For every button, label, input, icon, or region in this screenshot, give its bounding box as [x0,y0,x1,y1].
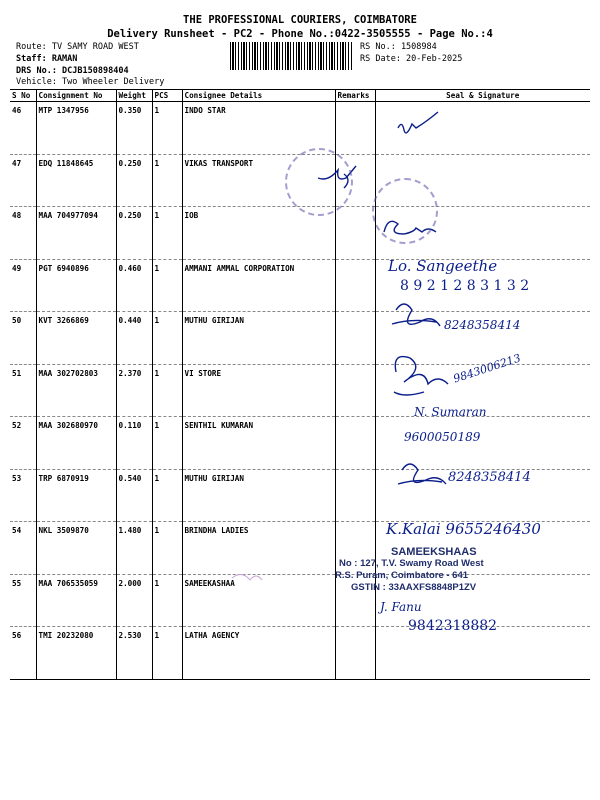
cell-weight: 2.370 [116,364,152,417]
handwritten-phone-row-51: 9843006213 [451,351,523,386]
col-sno: S No [10,90,36,102]
cell-weight: 0.350 [116,102,152,155]
cell-consignment: MAA 302702803 [36,364,116,417]
drs-number: DRS No.: DCJB150898404 [16,66,129,76]
stamp-address-line-2: R.S. Puram, Coimbatore - 641 [335,570,469,581]
handwritten-name-row-56: J. Fanu [380,600,422,614]
cell-weight: 2.000 [116,574,152,627]
cell-consignment: NKL 3509870 [36,522,116,575]
cell-sno: 47 [10,154,36,207]
cell-weight: 0.250 [116,154,152,207]
cell-weight: 0.250 [116,207,152,260]
cell-pcs: 1 [152,574,182,627]
page-subtitle: Delivery Runsheet - PC2 - Phone No.:0422-3505555 - Page No.:4 [107,28,493,40]
cell-pcs: 1 [152,364,182,417]
round-seal-row-48 [372,178,438,244]
cell-consignee: MUTHU GIRIJAN [182,469,335,522]
handwritten-phone-row-52: 9600050189 [404,430,481,444]
cell-consignee: BRINDHA LADIES [182,522,335,575]
col-remarks: Remarks [335,90,375,102]
col-pcs: PCS [152,90,182,102]
page-title: THE PROFESSIONAL COURIERS, COIMBATORE [183,14,417,26]
cell-weight: 0.110 [116,417,152,470]
handwritten-phone-row-50: 8248358414 [444,318,521,332]
cell-consignment: EDQ 11848645 [36,154,116,207]
cell-consignment: MTP 1347956 [36,102,116,155]
cell-weight: 0.460 [116,259,152,312]
cell-consignment: PGT 6940896 [36,259,116,312]
cell-weight: 1.480 [116,522,152,575]
cell-sno: 52 [10,417,36,470]
col-consignment: Consignment No [36,90,116,102]
handwritten-phone-row-56: 9842318882 [408,618,498,634]
company-stamp-row-55 [335,546,484,594]
cell-pcs: 1 [152,154,182,207]
signature-row-51 [394,357,448,395]
cell-sno: 48 [10,207,36,260]
cell-pcs: 1 [152,312,182,365]
col-seal-signature: Seal & Signature [375,90,590,102]
cell-pcs: 1 [152,102,182,155]
cell-consignment: KVT 3266869 [36,312,116,365]
stamp-gstin: GSTIN : 33AAXFS8848P1ZV [351,582,477,593]
cell-weight: 0.540 [116,469,152,522]
rs-date: RS Date: 20-Feb-2025 [360,54,463,64]
rs-number: RS No.: 1508984 [360,42,437,52]
cell-consignee: SAMEEKASHAA [182,574,335,627]
cell-consignee: VIKAS TRANSPORT [182,154,335,207]
cell-weight: 2.530 [116,627,152,680]
handwritten-phone-row-53: 8248358414 [448,470,531,485]
col-weight: Weight [116,90,152,102]
cell-sno: 51 [10,364,36,417]
cell-consignment: MAA 704977094 [36,207,116,260]
cell-sno: 55 [10,574,36,627]
col-consignee: Consignee Details [182,90,335,102]
cell-sno: 56 [10,627,36,680]
handwritten-phone-row-49: 8 9 2 1 2 8 3 1 3 2 [400,278,530,294]
cell-sno: 50 [10,312,36,365]
cell-sno: 54 [10,522,36,575]
vehicle-label: Vehicle: Two Wheeler Delivery [16,77,165,87]
cell-consignee: VI STORE [182,364,335,417]
cell-consignment: MAA 706535059 [36,574,116,627]
cell-pcs: 1 [152,627,182,680]
faint-mark-row-55 [232,574,262,580]
handwritten-name-row-49: Lo. Sangeethe [388,257,498,275]
cell-consignment: MAA 302680970 [36,417,116,470]
cell-weight: 0.440 [116,312,152,365]
cell-consignment: TRP 6870919 [36,469,116,522]
cell-consignee: AMMANI AMMAL CORPORATION [182,259,335,312]
cell-consignee: SENTHIL KUMARAN [182,417,335,470]
cell-sno: 46 [10,102,36,155]
cell-pcs: 1 [152,469,182,522]
cell-consignee: IOB [182,207,335,260]
cell-consignee: INDO STAR [182,102,335,155]
cell-pcs: 1 [152,522,182,575]
handwritten-name-row-52: N. Sumaran [414,405,487,419]
handwritten-line-row-54: K.Kalai 9655246430 [386,520,541,538]
cell-sno: 53 [10,469,36,522]
cell-consignee: LATHA AGENCY [182,627,335,680]
route-label: Route: TV SAMY ROAD WEST [16,42,139,52]
signature-row-50 [392,304,440,326]
cell-consignee: MUTHU GIRIJAN [182,312,335,365]
staff-label: Staff: RAMAN [16,54,78,64]
cell-pcs: 1 [152,207,182,260]
round-seal-row-47 [285,148,353,216]
cell-pcs: 1 [152,259,182,312]
cell-consignment: TMI 20232080 [36,627,116,680]
signature-row-46 [398,112,438,133]
stamp-company-name: SAMEEKSHAAS [391,546,477,558]
signature-row-53 [398,464,446,484]
cell-sno: 49 [10,259,36,312]
stamp-address-line-1: No : 127, T.V. Swamy Road West [339,558,484,569]
cell-pcs: 1 [152,417,182,470]
